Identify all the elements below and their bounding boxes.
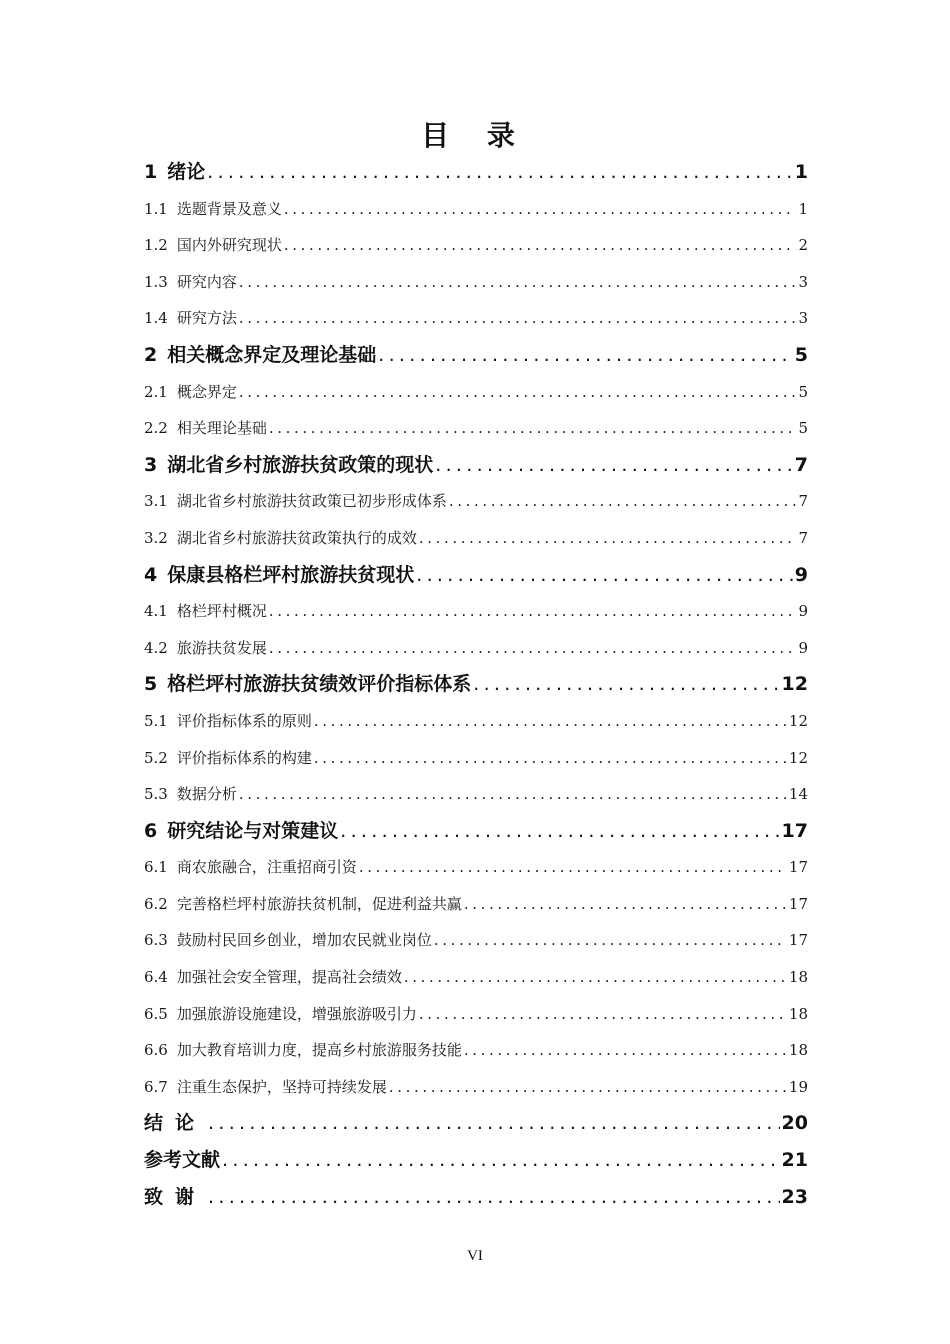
toc-entry-page: 12 (781, 673, 808, 696)
toc-entry-number: 1.4 (144, 309, 168, 328)
toc-dot-leader (464, 1032, 787, 1069)
toc-section-entry[interactable] (144, 886, 808, 923)
toc-entry-label: 鼓励村民回乡创业，增加农民就业岗位 (176, 931, 432, 950)
toc-entry-page: 1 (794, 161, 808, 183)
toc-entry-label: 国内外研究现状 (176, 236, 282, 255)
toc-section-entry[interactable] (144, 410, 808, 447)
toc-entry-page: 5 (794, 343, 808, 366)
toc-entry-number: 1 (144, 161, 158, 183)
toc-entry-label: 概念界定 (176, 382, 237, 401)
toc-entry-label: 湖北省乡村旅游扶贫政策的现状 (167, 453, 434, 476)
toc-dot-leader (378, 337, 793, 374)
toc-entry-number: 5.1 (144, 711, 168, 730)
toc-dot-leader (314, 703, 787, 740)
toc-chapter-entry[interactable] (144, 1179, 808, 1216)
toc-entry-label: 商农旅融合，注重招商引资 (176, 858, 357, 877)
toc-entry-page: 19 (788, 1077, 808, 1096)
toc-dot-leader (359, 849, 787, 886)
toc-dot-leader (239, 300, 797, 337)
toc-entry-label: 参考文献 (144, 1149, 221, 1172)
toc-entry-page: 7 (798, 492, 808, 511)
toc-dot-leader (208, 1105, 780, 1142)
toc-section-entry[interactable] (144, 520, 808, 557)
toc-section-entry[interactable] (144, 227, 808, 264)
toc-entry-page: 9 (794, 563, 808, 586)
toc-entry-number: 3.1 (144, 492, 168, 511)
toc-entry-page: 17 (788, 931, 808, 950)
toc-entry-number: 5.2 (144, 748, 168, 767)
toc-entry-page: 17 (788, 858, 808, 877)
toc-entry-number: 3.2 (144, 528, 168, 547)
toc-dot-leader (269, 593, 797, 630)
toc-section-entry[interactable] (144, 996, 808, 1033)
toc-entry-label: 加强社会安全管理，提高社会绩效 (176, 968, 402, 987)
toc-entry-label: 数据分析 (176, 785, 237, 804)
toc-section-entry[interactable] (144, 1032, 808, 1069)
toc-dot-leader (449, 483, 797, 520)
toc-entry-number: 6.3 (144, 931, 168, 950)
toc-entry-number: 6.7 (144, 1077, 168, 1096)
toc-chapter-entry[interactable] (144, 666, 808, 703)
toc-entry-label: 注重生态保护，坚持可持续发展 (176, 1077, 387, 1096)
toc-entry-number: 6 (144, 819, 158, 842)
toc-entry-page: 2 (798, 236, 808, 255)
toc-title: 目 录 (421, 119, 529, 152)
toc-entry-label: 结论 (144, 1112, 207, 1135)
toc-dot-leader (404, 959, 787, 996)
toc-entry-page: 20 (781, 1112, 808, 1135)
toc-chapter-entry[interactable] (144, 557, 808, 594)
toc-entry-page: 9 (798, 638, 808, 657)
toc-dot-leader (284, 227, 797, 264)
toc-chapter-entry[interactable] (144, 337, 808, 374)
toc-entry-page: 7 (794, 453, 808, 476)
toc-entry-label: 选题背景及意义 (176, 199, 282, 218)
footer-page-number: VI (467, 1248, 483, 1264)
toc-section-entry[interactable] (144, 922, 808, 959)
toc-entry-page: 12 (788, 711, 808, 730)
toc-dot-leader (222, 1142, 780, 1179)
toc-dot-leader (419, 520, 797, 557)
toc-entry-number: 5 (144, 673, 158, 696)
toc-entry-number: 1.2 (144, 236, 168, 255)
toc-dot-leader (435, 447, 793, 484)
toc-entry-page: 7 (798, 528, 808, 547)
toc-chapter-entry[interactable] (144, 1105, 808, 1142)
toc-entry-page: 5 (798, 419, 808, 438)
toc-entry-label: 格栏坪村概况 (176, 602, 267, 621)
toc-dot-leader (473, 666, 779, 703)
toc-entry-label: 研究内容 (176, 272, 237, 291)
toc-chapter-entry[interactable] (144, 154, 808, 191)
toc-section-entry[interactable] (144, 740, 808, 777)
toc-entry-number: 6.4 (144, 968, 168, 987)
toc-entry-number: 1.3 (144, 272, 168, 291)
toc-dot-leader (269, 410, 797, 447)
toc-entry-label: 加强旅游设施建设，增强旅游吸引力 (176, 1004, 417, 1023)
toc-entry-page: 18 (788, 1041, 808, 1060)
toc-entry-label: 评价指标体系的构建 (176, 748, 312, 767)
toc-entry-label: 旅游扶贫发展 (176, 638, 267, 657)
toc-entry-page: 9 (798, 602, 808, 621)
toc-entry-label: 格栏坪村旅游扶贫绩效评价指标体系 (167, 673, 472, 696)
toc-entry-label: 致谢 (144, 1185, 207, 1208)
toc-section-entry[interactable] (144, 300, 808, 337)
toc-entry-label: 完善格栏坪村旅游扶贫机制，促进利益共赢 (176, 894, 462, 913)
toc-entry-page: 18 (788, 968, 808, 987)
toc-entry-number: 4.2 (144, 638, 168, 657)
toc-entry-label: 研究方法 (176, 309, 237, 328)
toc-entry-page: 21 (781, 1149, 808, 1172)
toc-entry-label: 加大教育培训力度，提高乡村旅游服务技能 (176, 1041, 462, 1060)
toc-dot-leader (314, 740, 787, 777)
toc-entry-number: 6.2 (144, 894, 168, 913)
toc-section-entry[interactable] (144, 191, 808, 228)
toc-entry-number: 6.5 (144, 1004, 168, 1023)
toc-entry-number: 2.1 (144, 382, 168, 401)
toc-dot-leader (389, 1069, 787, 1106)
toc-dot-leader (416, 557, 793, 594)
toc-entry-number: 3 (144, 453, 158, 476)
toc-section-entry[interactable] (144, 849, 808, 886)
toc-dot-leader (269, 630, 797, 667)
toc-chapter-entry[interactable] (144, 1142, 808, 1179)
toc-chapter-entry[interactable] (144, 447, 808, 484)
toc-entry-label: 评价指标体系的原则 (176, 711, 312, 730)
table-of-contents (144, 154, 808, 1215)
toc-entry-page: 3 (798, 272, 808, 291)
toc-entry-label: 湖北省乡村旅游扶贫政策执行的成效 (176, 528, 417, 547)
toc-entry-page: 14 (788, 785, 808, 804)
toc-entry-number: 5.3 (144, 785, 168, 804)
toc-entry-number: 4 (144, 563, 158, 586)
toc-dot-leader (207, 154, 793, 191)
toc-entry-page: 1 (798, 199, 808, 218)
toc-dot-leader (284, 191, 797, 228)
toc-entry-page: 17 (781, 819, 808, 842)
toc-dot-leader (239, 776, 787, 813)
toc-entry-label: 相关概念界定及理论基础 (167, 343, 377, 366)
toc-dot-leader (434, 922, 787, 959)
toc-entry-label: 相关理论基础 (176, 419, 267, 438)
toc-entry-number: 6.6 (144, 1041, 168, 1060)
toc-entry-page: 3 (798, 309, 808, 328)
toc-dot-leader (464, 886, 787, 923)
toc-entry-number: 2 (144, 343, 158, 366)
toc-entry-number: 2.2 (144, 419, 168, 438)
toc-section-entry[interactable] (144, 959, 808, 996)
toc-section-entry[interactable] (144, 1069, 808, 1106)
toc-section-entry[interactable] (144, 703, 808, 740)
toc-entry-label: 湖北省乡村旅游扶贫政策已初步形成体系 (176, 492, 447, 511)
toc-section-entry[interactable] (144, 776, 808, 813)
toc-chapter-entry[interactable] (144, 813, 808, 850)
toc-section-entry[interactable] (144, 483, 808, 520)
toc-dot-leader (419, 996, 787, 1033)
toc-entry-page: 5 (798, 382, 808, 401)
toc-section-entry[interactable] (144, 630, 808, 667)
toc-dot-leader (340, 813, 779, 850)
toc-section-entry[interactable] (144, 593, 808, 630)
toc-entry-label: 绪论 (167, 161, 206, 183)
toc-dot-leader (208, 1179, 780, 1216)
toc-entry-label: 研究结论与对策建议 (167, 819, 339, 842)
toc-entry-page: 12 (788, 748, 808, 767)
toc-section-entry[interactable] (144, 374, 808, 411)
toc-entry-label: 保康县格栏坪村旅游扶贫现状 (167, 563, 415, 586)
toc-entry-page: 18 (788, 1004, 808, 1023)
toc-dot-leader (239, 374, 797, 411)
toc-entry-page: 23 (781, 1185, 808, 1208)
toc-entry-page: 17 (788, 894, 808, 913)
toc-entry-number: 6.1 (144, 858, 168, 877)
toc-entry-number: 1.1 (144, 199, 168, 218)
toc-entry-number: 4.1 (144, 602, 168, 621)
toc-section-entry[interactable] (144, 264, 808, 301)
toc-dot-leader (239, 264, 797, 301)
